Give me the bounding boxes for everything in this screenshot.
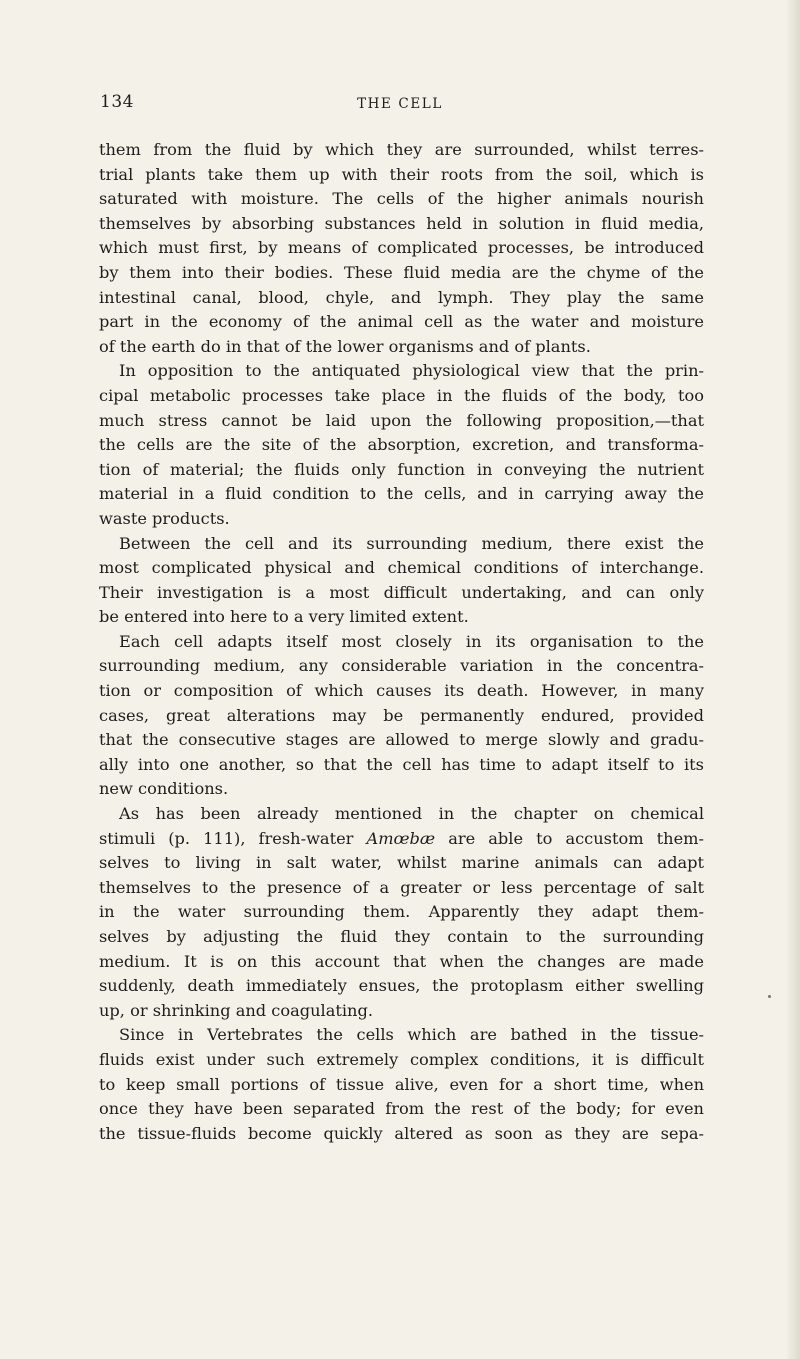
text-line: material in a fluid condition to the cells, and in carrying away the [99,484,704,504]
text-line: most complicated physical and chemical conditions of interchange. [99,558,704,578]
text-line: suddenly, death immediately ensues, the protoplasm either swelling [99,976,704,996]
text-line: Since in Vertebrates the cells which are bathed in the tissue- [119,1025,704,1045]
page-number: 134 [100,92,134,112]
text-line: of the earth do in that of the lower organisms and of plants. [99,336,591,356]
running-head: THE CELL [357,96,443,112]
text-line: that the consecutive stages are allowed to merge slowly and gradu- [99,730,704,750]
text-line: once they have been separated from the rest of the body; for even [99,1099,704,1119]
text-line: themselves to the presence of a greater or less percentage of salt [99,877,704,897]
text-line: Between the cell and its surrounding medium, there exist the [119,533,704,553]
margin-speck [768,995,771,998]
text-line: tion or composition of which causes its death. However, in many [99,681,704,701]
genus-name: Amœbæ [366,828,436,848]
text-line: themselves by absorbing substances held in solution in fluid media, [99,213,704,233]
text-line: much stress cannot be laid upon the following proposition,—that [99,410,704,430]
page-header [0,92,800,120]
text-line: medium. It is on this account that when the changes are made [99,951,704,971]
text-line: tion of material; the fluids only function in conveying the nutrient [99,459,704,479]
text-line: Their investigation is a most difficult undertaking, and can only [99,582,704,602]
text-line: fluids exist under such extremely complex conditions, it is difficult [99,1049,704,1069]
text-line: surrounding medium, any considerable variation in the concentra- [99,656,704,676]
text-line: the cells are the site of the absorption, excretion, and transforma- [99,435,704,455]
text-line: intestinal canal, blood, chyle, and lymph. They play the same [99,287,704,307]
text-line: be entered into here to a very limited extent. [99,607,469,627]
text-line: part in the economy of the animal cell as the water and moisture [99,312,704,332]
text-line: ally into one another, so that the cell has time to adapt itself to its [99,754,704,774]
text-line: them from the fluid by which they are surrounded, whilst terres- [99,140,704,159]
text-line: selves by adjusting the fluid they contain to the surrounding [99,927,704,946]
text-line: up, or shrinking and coagulating. [99,1000,373,1020]
text-line: by them into their bodies. These fluid media are the chyme of the [99,262,704,282]
text-line: saturated with moisture. The cells of the higher animals nourish [99,189,704,209]
text-line: which must first, by means of complicated processes, be introduced [99,238,704,258]
text-line: As has been already mentioned in the chapter on chemical [119,804,704,824]
text-line: cases, great alterations may be permanently endured, provided [99,705,704,725]
text-line: the tissue-fluids become quickly altered as soon as they are sepa- [99,1123,704,1143]
text-line: waste products. [99,508,230,528]
text-line: cipal metabolic processes take place in the fluids of the body, too [99,385,704,405]
text-line: selves to living in salt water, whilst marine animals can adapt [99,853,704,873]
text-line: new conditions. [99,779,229,799]
body-text [99,138,704,1146]
text-line: to keep small portions of tissue alive, even for a short time, when [99,1074,704,1094]
text-line: trial plants take them up with their roots from the soil, which is [99,164,704,184]
text-line: stimuli (p. 111), fresh-water Amœbæ are able to accustom them- [99,828,704,848]
text-line: Each cell adapts itself most closely in its organisation to the [119,631,704,651]
text-line: In opposition to the antiquated physiological view that the prin- [119,361,704,381]
page-edge-shadow [786,0,800,1359]
text-line: in the water surrounding them. Apparently they adapt them- [99,902,704,922]
